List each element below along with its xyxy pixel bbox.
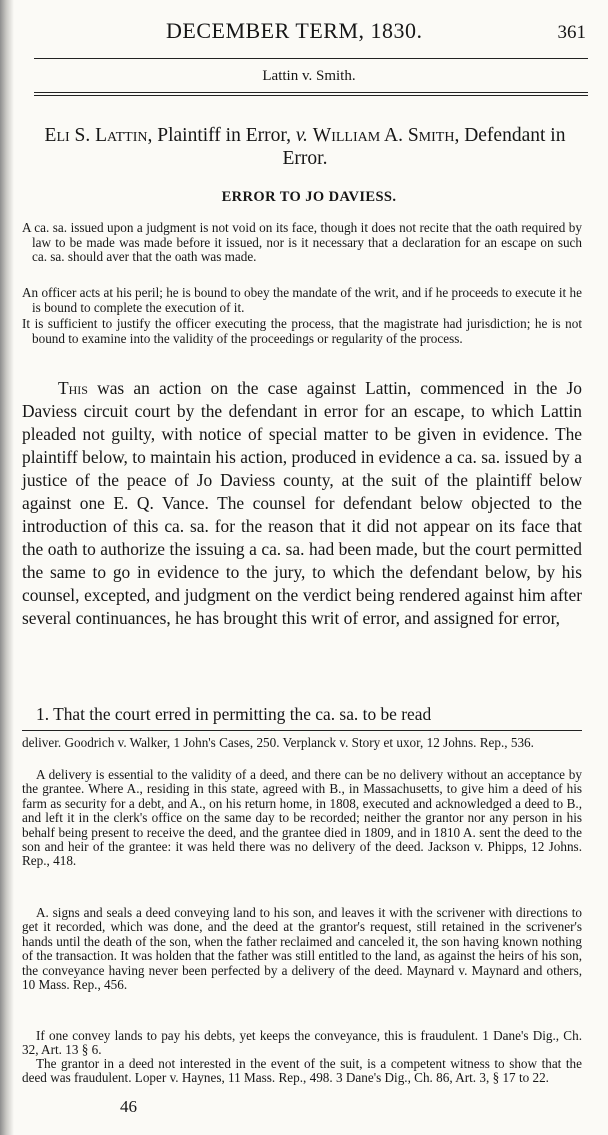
page-gutter-shadow xyxy=(0,0,14,1135)
court-heading: ERROR TO JO DAVIESS. xyxy=(221,189,397,205)
footnote-witness: The grantor in a deed not interested in the event of the suit, is a competent witness to show that the deed was fraudulent. Loper v. Haynes, 11 Mass. Rep., 498. 3 Dane's Dig., Ch. 86, Art. 3, § 17 to 22. xyxy=(22,1056,582,1086)
term-title: DECEMBER TERM, 1830. xyxy=(166,18,423,43)
headnote-2: An officer acts at his peril; he is bound to obey the mandate of the writ, and if he proceeds to execute it he is bound to complete the execution of it. xyxy=(22,285,582,315)
footnote-continued: deliver. Goodrich v. Walker, 1 John's Cases, 250. Verplanck v. Story et uxor, 12 Johns. Rep., 536. xyxy=(22,735,534,750)
paragraph-text: was an action on the case against Lattin, commenced in the Jo Daviess circuit court by the defendant in error for an escape, to which Lattin pleaded not guilty, with notice of special matter to be given in evidence. The plaintiff below, to maintain his action, produced in evidence a ca. sa. issued by a justice of the peace of Jo Daviess county, at the suit of the plaintiff below against one E. Q. Vance. The counsel for defendant below objected to the introduction of this ca. sa. for the reason that it did not appear on its face that the oath to authorize the issuing a ca. sa. had been made, but the court permitted the same to go in evidence to the jury, to which the defendant below, by his counsel, excepted, and judgment on the verdict being rendered against him after several continuances, he has brought this writ of error, and assigned for error, xyxy=(22,378,582,628)
signature-mark: 46 xyxy=(120,1097,137,1116)
versus: v. xyxy=(295,125,308,146)
defendant-role: , Defendant in Error. xyxy=(282,125,566,169)
footnote-separator xyxy=(22,730,582,731)
opening-word: This xyxy=(58,378,88,398)
footnote-delivery: A delivery is essential to the validity of a deed, and there can be no delivery without an acceptance by the grantee. Where A., residing in this state, agreed with B., in Massachusetts, to give him a deed of his farm as security for a debt, and A., on his return home, in 1808, executed and acknowledged a deed to B., and left it in the clerk's office on the same day to be recorded; neither the grantor nor any person in his behalf being present to receive the deed, and the grantee died in 1809, and in 1810 A. sent the deed to the son and heir of the grantee: it was held there was no delivery of the deed. Jackson v. Phipps, 12 Johns. Rep., 418. xyxy=(22,767,582,869)
footnote-scrivener: A. signs and seals a deed conveying land to his son, and leaves it with the scrivener with directions to get it recorded, which was done, and the deed at the grantor's request, still retained in the scrivener's hands until the death of the son, when the father reclaimed and canceled it, the son having known nothing of the transaction. It was holden that the father was still entitled to the land, as against the heirs of his son, the conveyance having never been perfected by a delivery of the deed. Maynard v. Maynard and others, 10 Mass. Rep., 456. xyxy=(22,905,582,993)
header-rule-bottom-double xyxy=(34,95,588,96)
plaintiff-role: , Plaintiff in Error, xyxy=(147,125,291,146)
headnote-3: It is sufficient to justify the officer executing the process, that the magistrate had jurisdiction; he is not bound to examine into the validity of the proceedings or regularity of the process. xyxy=(22,316,582,346)
page-header xyxy=(20,14,594,48)
header-rule-bottom xyxy=(34,92,588,93)
running-title: Lattin v. Smith. xyxy=(262,68,356,84)
header-rule-top xyxy=(34,58,588,59)
plaintiff-name: Eli S. Lattin xyxy=(44,125,148,146)
assigned-error-1: 1. That the court erred in permitting the ca. sa. to be read xyxy=(36,704,432,724)
headnote-1: A ca. sa. issued upon a judgment is not void on its face, though it does not recite that the oath required by law to be made was made before it issued, nor is it necessary that a declaration for an escape on such ca. sa. should aver that the oath was made. xyxy=(22,220,582,265)
page-number: 361 xyxy=(557,22,586,43)
opinion-paragraph xyxy=(22,377,582,630)
defendant-name: William A. Smith xyxy=(312,125,455,146)
footnote-fraudulent: If one convey lands to pay his debts, yet keeps the conveyance, this is fraudulent. 1 Dane's Dig., Ch. 32, Art. 13 § 6. xyxy=(22,1028,582,1058)
case-parties xyxy=(22,124,582,170)
